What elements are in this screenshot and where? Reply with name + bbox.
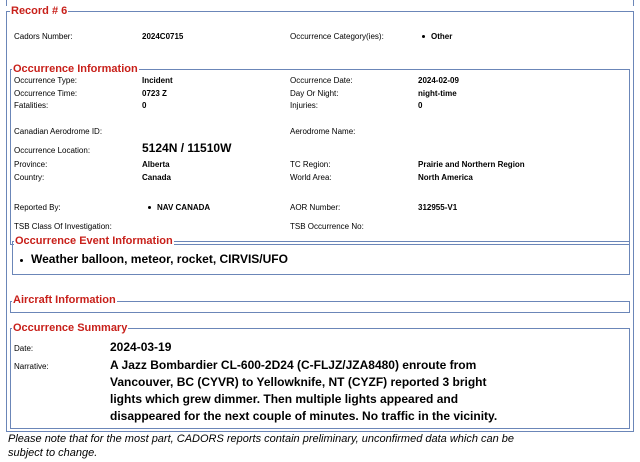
occurrence-time-label: Occurrence Time: — [14, 89, 78, 98]
category-label: Occurrence Category(ies): — [290, 32, 384, 41]
event-bullet — [20, 259, 23, 262]
country-label: Country: — [14, 173, 45, 182]
occurrence-type-value: Incident — [142, 76, 173, 85]
injuries-label: Injuries: — [290, 101, 319, 110]
narrative-line-3: lights which grew dimmer. Then multiple lights appeared and — [110, 392, 459, 406]
narrative-line-2: Vancouver, BC (CYVR) to Yellowknife, NT (CYZF) reported 3 bright — [110, 375, 487, 389]
reported-by-value: NAV CANADA — [157, 203, 211, 212]
tc-region-label: TC Region: — [290, 160, 331, 169]
occurrence-summary-legend: Occurrence Summary — [13, 322, 128, 334]
occurrence-type-label: Occurrence Type: — [14, 76, 77, 85]
top-edge-left — [6, 0, 7, 6]
tc-region-value: Prairie and Northern Region — [418, 160, 525, 169]
record-legend: Record # 6 — [11, 5, 68, 17]
occurrence-time-value: 0723 Z — [142, 89, 167, 98]
tsb-occurrence-label: TSB Occurrence No: — [290, 222, 364, 231]
event-info-legend: Occurrence Event Information — [15, 235, 173, 247]
aircraft-info-legend: Aircraft Information — [13, 294, 116, 306]
reported-by-label: Reported By: — [14, 203, 61, 212]
aerodrome-id-label: Canadian Aerodrome ID: — [14, 127, 103, 136]
narrative-line-1: A Jazz Bombardier CL-600-2D24 (C-FLJZ/JZA8480) enroute from — [110, 358, 477, 372]
cadors-number-label: Cadors Number: — [14, 32, 73, 41]
narrative-line-4: disappeared for the next couple of minutes. No traffic in the vicinity. — [110, 409, 498, 423]
aerodrome-name-label: Aerodrome Name: — [290, 127, 356, 136]
aor-number-value: 312955-V1 — [418, 203, 458, 212]
cadors-number-value: 2024C0715 — [142, 32, 184, 41]
fatalities-value: 0 — [142, 101, 147, 110]
top-edge-right — [633, 0, 634, 6]
category-value: Other — [431, 32, 453, 41]
occurrence-date-label: Occurrence Date: — [290, 76, 353, 85]
summary-date-label: Date: — [14, 344, 34, 353]
narrative-label: Narrative: — [14, 362, 49, 371]
footer-note-line-2: subject to change. — [8, 447, 98, 459]
summary-date-value: 2024-03-19 — [110, 340, 172, 354]
location-label: Occurrence Location: — [14, 146, 91, 155]
injuries-value: 0 — [418, 101, 423, 110]
location-value: 5124N / 11510W — [142, 141, 232, 155]
aor-number-label: AOR Number: — [290, 203, 341, 212]
day-or-night-value: night-time — [418, 89, 457, 98]
world-area-label: World Area: — [290, 173, 332, 182]
occurrence-info-legend: Occurrence Information — [13, 63, 138, 75]
occurrence-date-value: 2024-02-09 — [418, 76, 459, 85]
world-area-value: North America — [418, 173, 473, 182]
province-value: Alberta — [142, 160, 170, 169]
footer-note-line-1: Please note that for the most part, CADORS reports contain preliminary, unconfirmed data which can be — [8, 433, 515, 445]
tsb-class-label: TSB Class Of Investigation: — [14, 222, 112, 231]
day-or-night-label: Day Or Night: — [290, 89, 339, 98]
fatalities-label: Fatalities: — [14, 101, 49, 110]
event-item: Weather balloon, meteor, rocket, CIRVIS/UFO — [31, 252, 288, 266]
reported-by-bullet — [148, 206, 151, 209]
country-value: Canada — [142, 173, 171, 182]
category-bullet — [422, 35, 425, 38]
province-label: Province: — [14, 160, 48, 169]
